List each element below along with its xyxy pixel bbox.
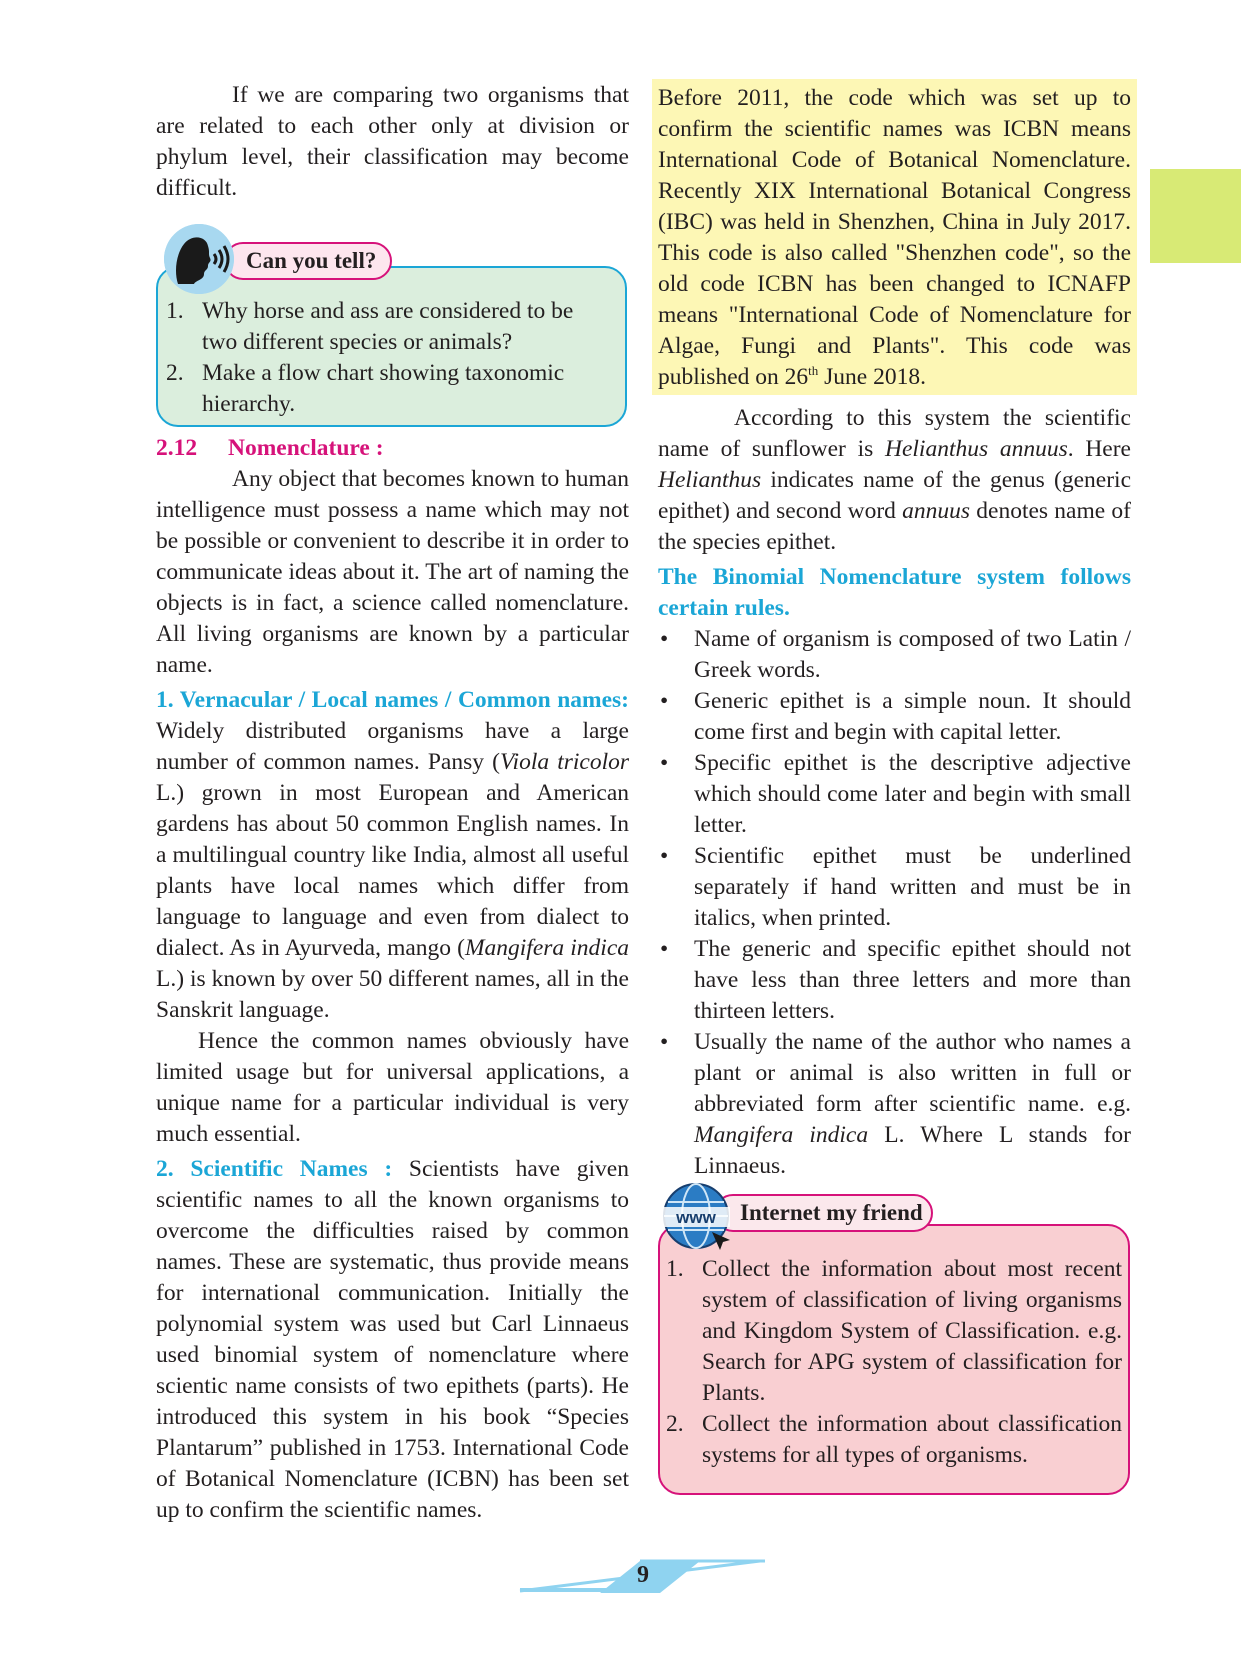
- list-item: 1. Collect the information about most recent system of classification of living organisms and Kingdom System of Classification. e.g. Search for APG system of classification for Plants.: [666, 1256, 1122, 1406]
- section-number: 2.12: [156, 435, 198, 461]
- list-item: 1. Why horse and ass are considered to be two different species or animals?: [166, 298, 574, 355]
- list-item: • Scientific epithet must be underlined separately if hand written and must be in italics, when printed.: [658, 841, 1131, 934]
- section-heading: [156, 433, 629, 464]
- rules-list: [658, 624, 1131, 1182]
- can-you-tell-title: Can you tell?: [224, 242, 392, 280]
- can-you-tell-box: [156, 224, 629, 427]
- list-item: • Generic epithet is a simple noun. It should come first and begin with capital letter.: [658, 686, 1131, 748]
- speaker-icon: [164, 224, 234, 294]
- nomenclature-paragraph: Any object that becomes known to human intelligence must possess a name which may not be possible or convenient to describe it in order to communicate ideas about it. The art of naming the objects is in fact, a science called nomenclature. All living organisms are known by a particular name.: [156, 466, 629, 678]
- scientific-names-paragraph: 2. Scientific Names : Scientists have given scientific names to all the known organisms to overcome the difficulties raised by common names. These are systematic, thus provide means for international communication. Initially the polynomial system was used but Carl Linnaeus used binomial system of nomenclature where scientic name consists of two epithets (parts). He introduced this system in his book “Species Plantarum” published in 1753. International Code of Botanical Nomenclature (ICBN) has been set up to confirm the scientific names.: [156, 1156, 629, 1523]
- sunflower-paragraph: According to this system the scientific name of sunflower is Helianthus annuus. Here Helianthus indicates name of the genus (generic epithet) and second word annuus denotes name of the species epithet.: [658, 405, 1131, 555]
- can-you-tell-list: [166, 296, 605, 420]
- internet-my-friend-panel: [658, 1224, 1130, 1495]
- list-item: 2. Collect the information about classification systems for all types of organisms.: [666, 1411, 1122, 1468]
- intro-paragraph: If we are comparing two organisms that are related to each other only at division or phylum level, their classification may become difficult.: [156, 82, 629, 201]
- hence-paragraph: Hence the common names obviously have limited usage but for universal applications, a unique name for a particular individual is very much essential.: [156, 1028, 629, 1147]
- section-title: Nomenclature :: [228, 435, 384, 461]
- scientific-names-heading: 2. Scientific Names :: [156, 1156, 393, 1182]
- list-item: • Usually the name of the author who names a plant or animal is also written in full or abbreviated form after scientific name. e.g. Mangifera indica L. Where L stands for Linnaeus.: [658, 1027, 1131, 1182]
- vernacular-heading: 1. Vernacular / Local names / Common names:: [156, 687, 629, 713]
- icbn-note-box: Before 2011, the code which was set up to confirm the scientific names was ICBN means International Code of Botanical Nomenclature. Recently XIX International Botanical Congress (IBC) was held in Shenzhen, China in July 2017. This code is also called "Shenzhen code", so the old code ICBN has been changed to ICNAFP means "International Code of Nomenclature for Algae, Fungi and Plants". This code was published on 26th June 2018.: [652, 79, 1137, 395]
- left-column: [156, 80, 629, 1526]
- chapter-side-tab: [1150, 169, 1241, 263]
- vernacular-paragraph: 1. Vernacular / Local names / Common names: Widely distributed organisms have a large number of common names. Pansy (Viola tricolor L.) grown in most European and American gardens has about 50 common English names. In a multilingual country like India, almost all useful plants have local names which differ from language to language and even from dialect to dialect. As in Ayurveda, mango (Mangifera indica L.) is known by over 50 different names, all in the Sanskrit language.: [156, 687, 630, 1023]
- list-item: • The generic and specific epithet should not have less than three letters and more than thirteen letters.: [658, 934, 1131, 1027]
- internet-my-friend-box: [658, 1190, 1131, 1495]
- can-you-tell-panel: [156, 266, 627, 427]
- globe-label: www: [676, 1208, 716, 1227]
- internet-list: [666, 1254, 1122, 1471]
- internet-my-friend-title: Internet my friend: [714, 1194, 933, 1232]
- list-item: • Name of organism is composed of two Latin / Greek words.: [658, 624, 1131, 686]
- globe-icon: [660, 1180, 732, 1252]
- list-item: 2. Make a flow chart showing taxonomic hierarchy.: [166, 360, 565, 417]
- rules-heading: The Binomial Nomenclature system follows certain rules.: [658, 564, 1131, 621]
- right-column: [658, 80, 1131, 1495]
- list-item: • Specific epithet is the descriptive adjective which should come later and begin with small letter.: [658, 748, 1131, 841]
- page-number: 9: [637, 1562, 649, 1588]
